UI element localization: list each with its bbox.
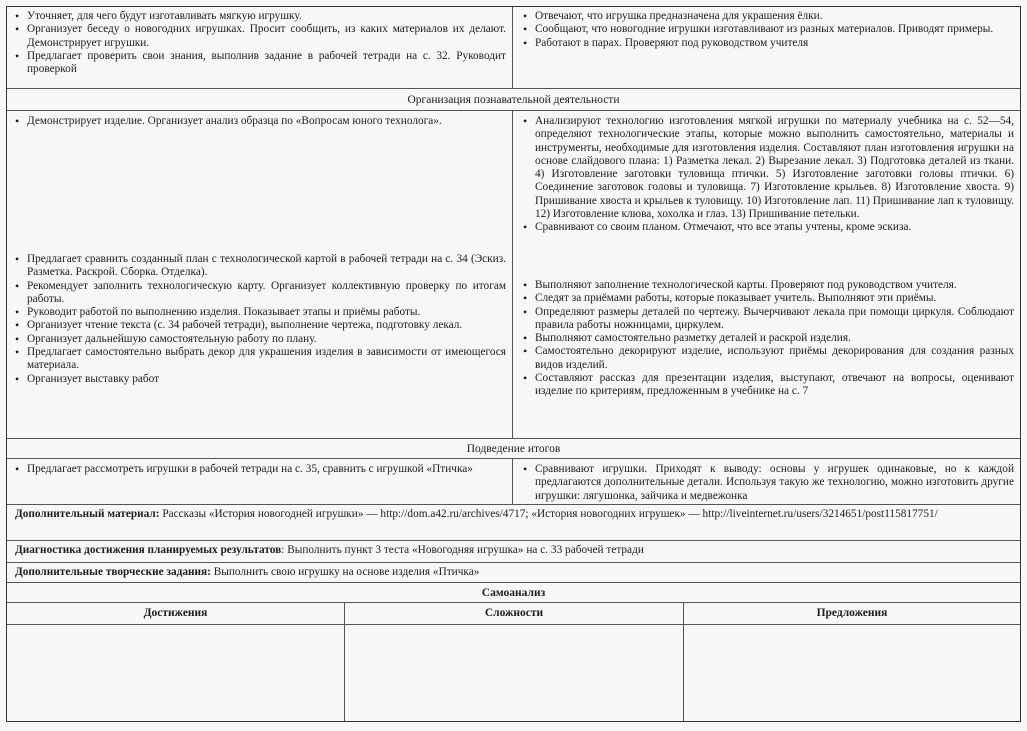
list-item: • Рекомендует заполнить технологическую карту. Организует коллективную проверку по итогам работы. bbox=[13, 280, 506, 307]
achievements-header: Достижения bbox=[7, 603, 345, 624]
list-item: • Сообщают, что новогодние игрушки изготавливают из разных материалов. Приводят примеры. bbox=[521, 23, 1014, 36]
list-item: • Предлагает самостоятельно выбрать декор для украшения изделия в зависимости от имеющегося материала. bbox=[13, 346, 506, 373]
summary-row bbox=[7, 459, 1020, 505]
list-item: • Следят за приёмами работы, которые показывает учитель. Выполняют эти приёмы. bbox=[521, 292, 1014, 305]
suggestions-cell[interactable] bbox=[684, 625, 1020, 721]
list-item: • Составляют рассказ для презентации изделия, выступают, отвечают на вопросы, оценивают изделие по критериям, предложенным в учебнике на с. 7 bbox=[521, 372, 1014, 399]
students-column bbox=[513, 111, 1020, 438]
section-heading: Организация познавательной деятельности bbox=[7, 89, 1020, 111]
list-item: • Организует беседу о новогодних игрушках. Просит сообщить, из каких материалов их делают. Демонстрирует игрушки. bbox=[13, 23, 506, 50]
list-item: • Анализируют технологию изготовления мягкой игрушки по материалу учебника на с. 52—54, определяют технологические этапы, которые можно выполнить самостоятельно, материалы и инструменты, необходимые для изготовления изделия. Составляют план изготовления игрушки на основе слайдового плана: 1) Разметка лекал. 2) Вырезание лекал. 3) Подготовка деталей из ткани. 4) Изготовление заготовки туловища птички. 5) Изготовление заготовки головы птички. 6) Соединение заготовок головы и туловища. 7) Изготовление крыльев. 8) Изготовление хвоста. 9) Пришивание хвоста и крыльев к туловищу. 10) Изготовление лап. 11) Пришивание лап к туловищу. 12) Изготовление клюва, хохолка и глаз. 13) Пришивание петельки. bbox=[521, 115, 1014, 221]
list-item: • Организует выставку работ bbox=[13, 373, 506, 386]
list-item: • Демонстрирует изделие. Организует анализ образца по «Вопросам юного технолога». bbox=[13, 115, 506, 128]
list-item: • Выполняют заполнение технологической карты. Проверяют под руководством учителя. bbox=[521, 279, 1014, 292]
teacher-column bbox=[7, 7, 513, 88]
list-item: • Работают в парах. Проверяют под руководством учителя bbox=[521, 37, 1014, 50]
list-item: • Сравнивают игрушки. Приходят к выводу: основы у игрушек одинаковые, но к каждой предлагаются дополнительные детали. Используя такую же технологию, можно изготовить другие игрушки: лягушонка, зайчика и медвежонка bbox=[521, 463, 1014, 503]
list-item: • Определяют размеры деталей по чертежу. Вычерчивают лекала при помощи циркуля. Соблюдают правила работы ножницами, циркулем. bbox=[521, 306, 1014, 333]
self-analysis-title: Самоанализ bbox=[7, 583, 1020, 603]
cognitive-row bbox=[7, 111, 1020, 439]
achievements-cell[interactable] bbox=[7, 625, 345, 721]
students-column bbox=[513, 7, 1020, 88]
difficulties-cell[interactable] bbox=[345, 625, 684, 721]
section-heading: Подведение итогов bbox=[7, 439, 1020, 459]
list-item: • Предлагает рассмотреть игрушки в рабочей тетради на с. 35, сравнить с игрушкой «Птичка» bbox=[13, 463, 506, 476]
students-column bbox=[513, 459, 1020, 504]
intro-row bbox=[7, 7, 1020, 89]
list-item: • Организует дальнейшую самостоятельную работу по плану. bbox=[13, 333, 506, 346]
creative-row bbox=[7, 563, 1020, 583]
list-item: • Самостоятельно декорируют изделие, используют приёмы декорирования для создания разных видов изделий. bbox=[521, 345, 1014, 372]
diagnostics-text: Диагностика достижения планируемых результатов: Выполнить пункт 3 теста «Новогодняя игрушка» на с. 33 рабочей тетради bbox=[15, 544, 644, 556]
list-item: • Организует чтение текста (с. 34 рабочей тетради), выполнение чертежа, подготовку лекал. bbox=[13, 319, 506, 332]
list-item: • Выполняют самостоятельно разметку деталей и раскрой изделия. bbox=[521, 332, 1014, 345]
suggestions-header: Предложения bbox=[816, 607, 888, 619]
extra-material-row bbox=[7, 505, 1020, 541]
self-analysis-header-row bbox=[7, 603, 1020, 625]
diagnostics-label: Диагностика достижения планируемых результатов bbox=[15, 544, 282, 556]
list-item: • Предлагает сравнить созданный план с технологической картой в рабочей тетради на с. 34 (Эскиз. Разметка. Раскрой. Сборка. Отделка). bbox=[13, 253, 506, 280]
extra-material-text: Дополнительный материал: Рассказы «История новогодней игрушки» — http://dom.a42.ru/archives/4717; «История новогодних игрушек» — http://liveinternet.ru/users/3214651/post115817751/ bbox=[15, 508, 938, 520]
list-item: • Руководит работой по выполнению изделия. Показывает этапы и приёмы работы. bbox=[13, 306, 506, 319]
diagnostics-row bbox=[7, 541, 1020, 563]
list-item: • Предлагает проверить свои знания, выполнив задание в рабочей тетради на с. 32. Руководит проверкой bbox=[13, 50, 506, 77]
creative-label: Дополнительные творческие задания: bbox=[15, 566, 211, 578]
lesson-plan-table bbox=[6, 6, 1021, 722]
teacher-column bbox=[7, 459, 513, 504]
creative-text: Дополнительные творческие задания: Выполнить свою игрушку на основе изделия «Птичка» bbox=[15, 566, 480, 578]
teacher-column bbox=[7, 111, 513, 438]
extra-material-label: Дополнительный материал: bbox=[15, 508, 160, 520]
list-item: • Сравнивают со своим планом. Отмечают, что все этапы учтены, кроме эскиза. bbox=[521, 221, 1014, 234]
self-analysis-body-row bbox=[7, 625, 1020, 721]
list-item: • Уточняет, для чего будут изготавливать мягкую игрушку. bbox=[13, 10, 506, 23]
list-item: • Отвечают, что игрушка предназначена для украшения ёлки. bbox=[521, 10, 1014, 23]
difficulties-header: Сложности bbox=[345, 603, 684, 624]
